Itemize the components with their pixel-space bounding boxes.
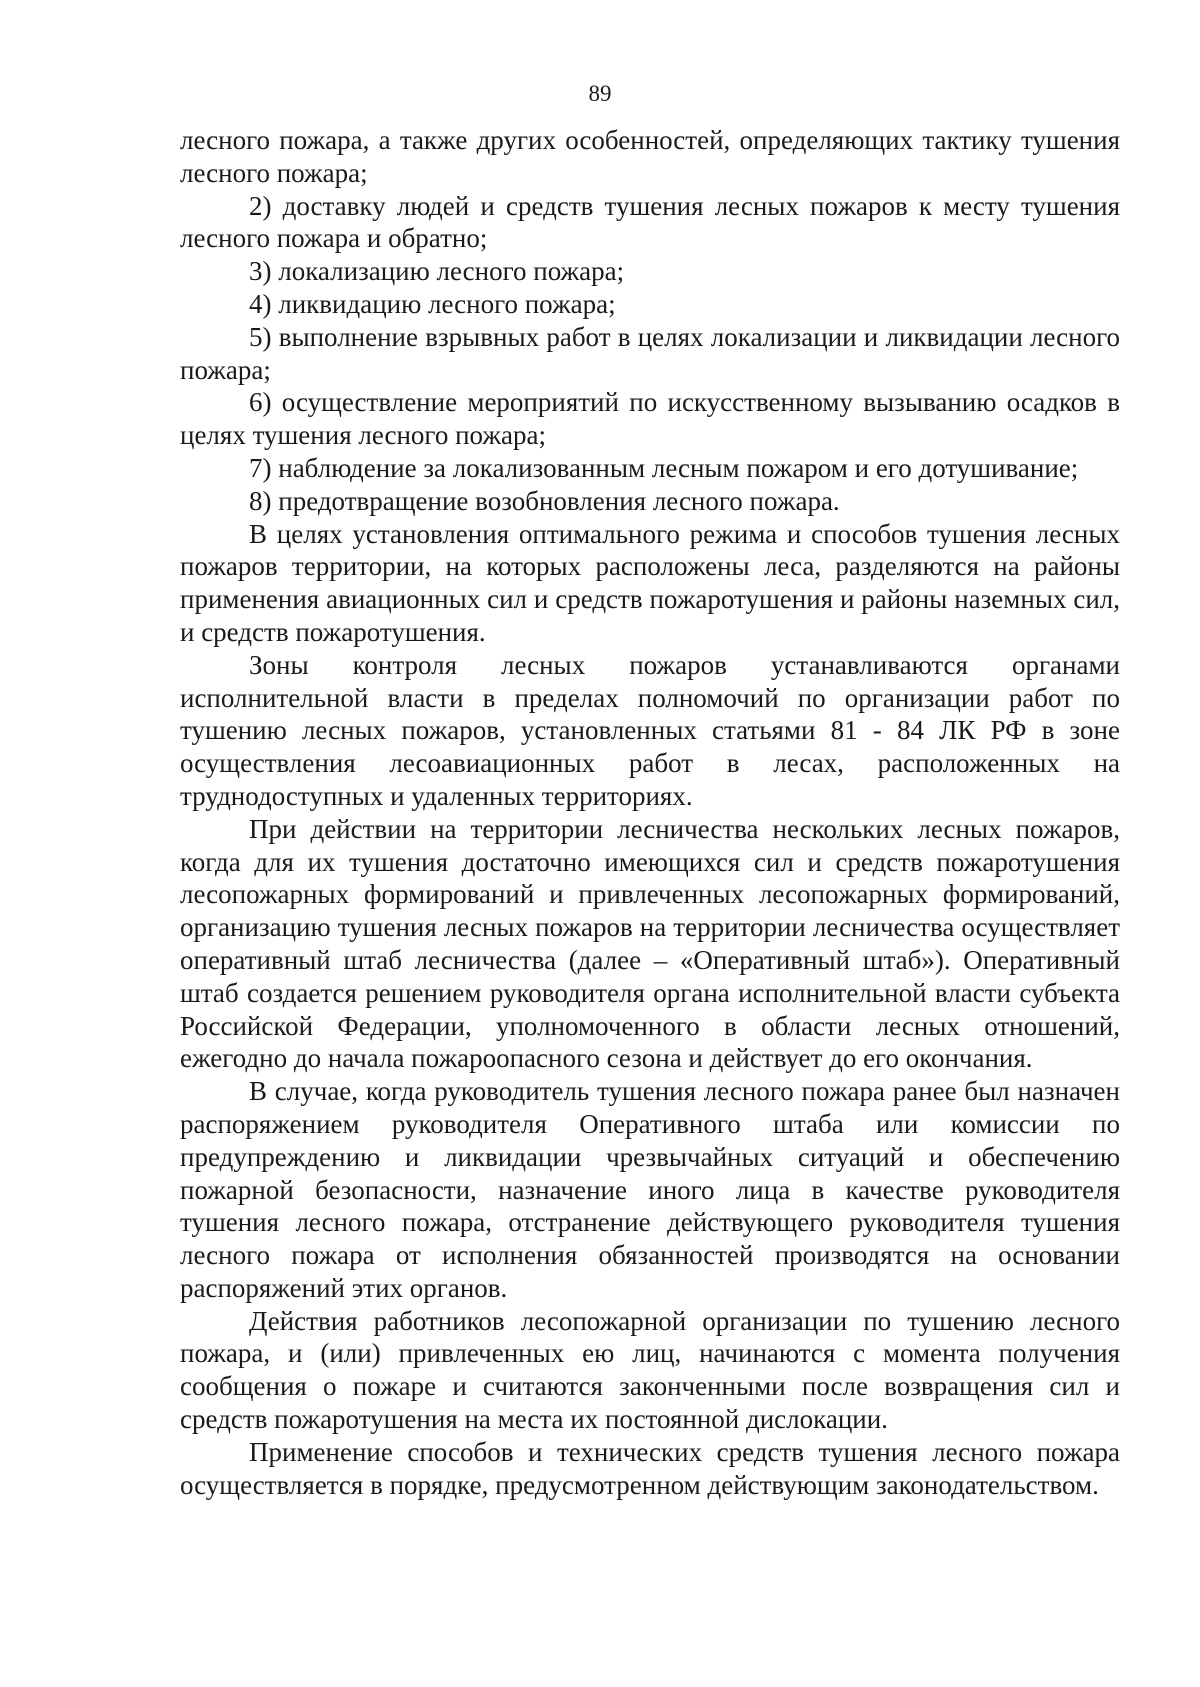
list-item-8: 8) предотвращение возобновления лесного пожара. — [249, 485, 840, 516]
list-item-6: 6) осуществление мероприятий по искусственному вызыванию осадков в целях тушения лесного пожара; — [180, 387, 1120, 451]
paragraph-control-zones: Зоны контроля лесных пожаров устанавливаются органами исполнительной власти в пределах полномочий по организации работ по тушению лесных пожаров, установленных статьями 81 - 84 ЛК РФ в зоне осуществления лесоавиационных работ в лесах, расположенных на труднодоступных и удаленных территориях. — [180, 649, 1120, 811]
paragraph-fire-regions: В целях установления оптимального режима и способов тушения лесных пожаров территории, на которых расположены леса, разделяются на районы применения авиационных сил и средств пожаротушения и районы наземных сил, и средств пожаротушения. — [180, 518, 1120, 647]
list-item-7: 7) наблюдение за локализованным лесным пожаром и его дотушивание; — [249, 452, 1079, 483]
list-item-5: 5) выполнение взрывных работ в целях локализации и ликвидации лесного пожара; — [180, 321, 1120, 385]
paragraph-operational-hq: При действии на территории лесничества нескольких лесных пожаров, когда для их тушения достаточно имеющихся сил и средств пожаротушения лесопожарных формирований и привлеченных лесопожарных формирований, организацию тушения лесных пожаров на территории лесничества осуществляет оперативный штаб лесничества (далее – «Оперативный штаб»). Оперативный штаб создается решением руководителя органа исполнительной власти субъекта Российской Федерации, уполномоченного в области лесных отношений, ежегодно до начала пожароопасного сезона и действует до его окончания. — [180, 813, 1120, 1074]
paragraph-methods-application: Применение способов и технических средств тушения лесного пожара осуществляется в порядке, предусмотренном действующим законодательством. — [180, 1436, 1120, 1500]
paragraph-continuation: лесного пожара, а также других особенностей, определяющих тактику тушения лесного пожара; — [180, 125, 1120, 188]
document-body — [180, 124, 1120, 1501]
paragraph-worker-actions: Действия работников лесопожарной организации по тушению лесного пожара, и (или) привлеченных ею лиц, начинаются с момента получения сообщения о пожаре и считаются законченными после возвращения сил и средств пожаротушения на места их постоянной дислокации. — [180, 1305, 1120, 1435]
paragraph-fire-chief-appointment: В случае, когда руководитель тушения лесного пожара ранее был назначен распоряжением руководителя Оперативного штаба или комиссии по предупреждению и ликвидации чрезвычайных ситуаций и обеспечению пожарной безопасности, назначение иного лица в качестве руководителя тушения лесного пожара, отстранение действующего руководителя тушения лесного пожара от исполнения обязанностей производятся на основании распоряжений этих органов. — [180, 1076, 1120, 1303]
page-number: 89 — [588, 81, 612, 106]
list-item-3: 3) локализацию лесного пожара; — [249, 256, 625, 287]
list-item-2: 2) доставку людей и средств тушения лесных пожаров к месту тушения лесного пожара и обратно; — [180, 190, 1120, 254]
list-item-4: 4) ликвидацию лесного пожара; — [249, 288, 616, 319]
